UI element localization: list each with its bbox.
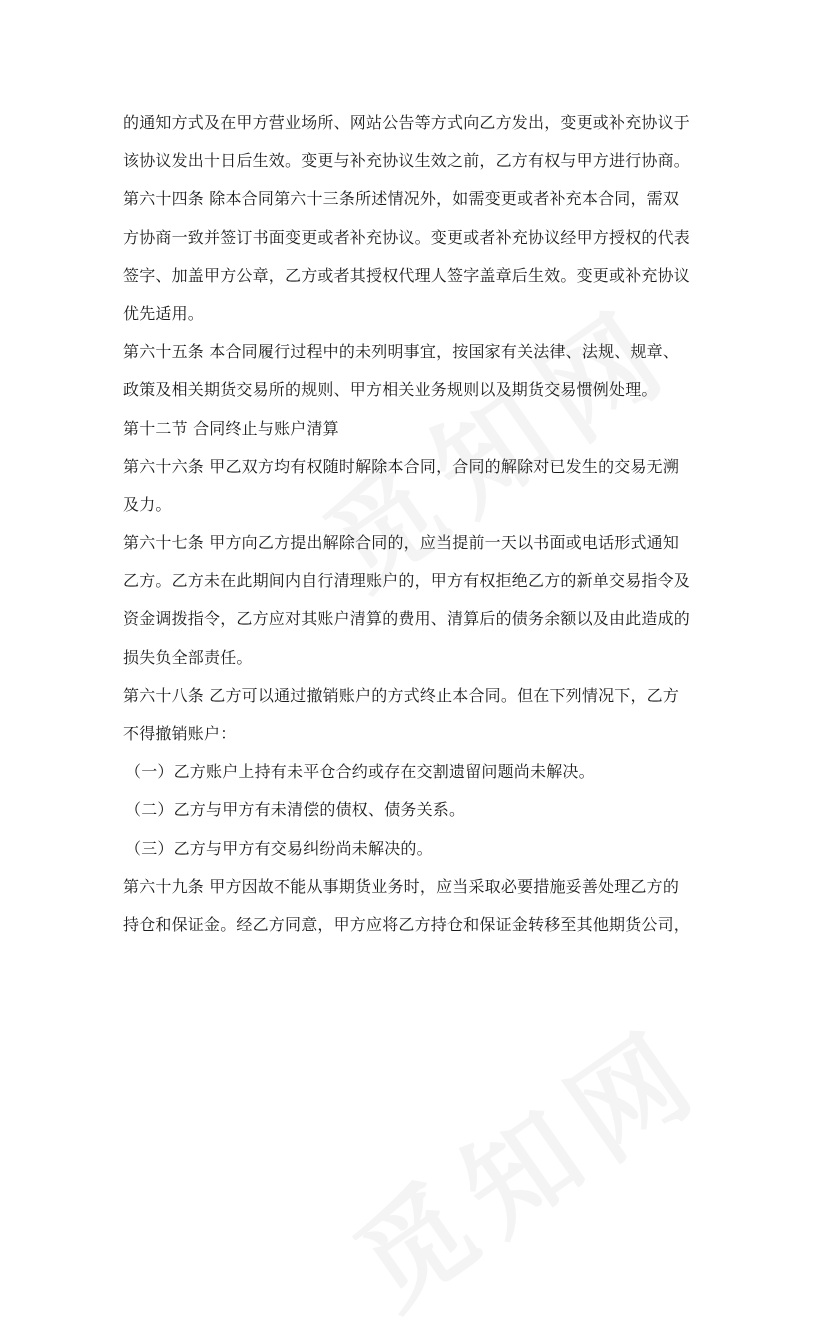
text-line: 持仓和保证金。经乙方同意，甲方应将乙方持仓和保证金转移至其他期货公司， (123, 914, 691, 934)
text-line: 方协商一致并签订书面变更或者补充协议。变更或者补充协议经甲方授权的代表 (123, 227, 691, 247)
article-64: 第六十四条 除本合同第六十三条所述情况外，如需变更或者补充本合同，需双 (123, 189, 680, 209)
text-line: 政策及相关期货交易所的规则、甲方相关业务规则以及期货交易惯例处理。 (123, 380, 658, 400)
section-heading: 第十二节 合同终止与账户清算 (123, 418, 339, 438)
text-line: 不得撤销账户： (123, 724, 237, 743)
list-item: （一）乙方账户上持有未平仓合约或存在交割遗留问题尚未解决。 (125, 762, 595, 782)
watermark (319, 983, 731, 1338)
article-66: 第六十六条 甲乙双方均有权随时解除本合同，合同的解除对已发生的交易无溯 (123, 456, 680, 476)
article-65: 第六十五条 本合同履行过程中的未列明事宜，按国家有关法律、法规、规章、 (123, 342, 680, 362)
text-line: 损失负全部责任。 (123, 647, 253, 667)
list-item: （三）乙方与甲方有交易纠纷尚未解决的。 (125, 838, 433, 858)
article-67: 第六十七条 甲方向乙方提出解除合同的，应当提前一天以书面或电话形式通知 (123, 533, 680, 553)
text-line: 资金调拨指令，乙方应对其账户清算的费用、清算后的债务余额以及由此造成的 (123, 609, 691, 629)
list-item: （二）乙方与甲方有未清偿的债权、债务关系。 (125, 800, 466, 820)
text-line: 该协议发出十日后生效。变更与补充协议生效之前，乙方有权与甲方进行协商。 (123, 151, 691, 171)
text-line: 签字、加盖甲方公章，乙方或者其授权代理人签字盖章后生效。变更或补充协议 (123, 265, 691, 285)
text-line: 的通知方式及在甲方营业场所、网站公告等方式向乙方发出，变更或补充协议于 (123, 113, 691, 132)
text-line: 乙方。乙方未在此期间内自行清理账户的，甲方有权拒绝乙方的新单交易指令及 (123, 571, 691, 591)
article-68: 第六十八条 乙方可以通过撤销账户的方式终止本合同。但在下列情况下，乙方 (123, 685, 680, 705)
article-69: 第六十九条 甲方因故不能从事期货业务时，应当采取必要措施妥善处理乙方的 (123, 876, 680, 896)
text-line: 及力。 (123, 494, 172, 514)
text-line: 优先适用。 (123, 303, 205, 323)
document-body (123, 104, 713, 944)
